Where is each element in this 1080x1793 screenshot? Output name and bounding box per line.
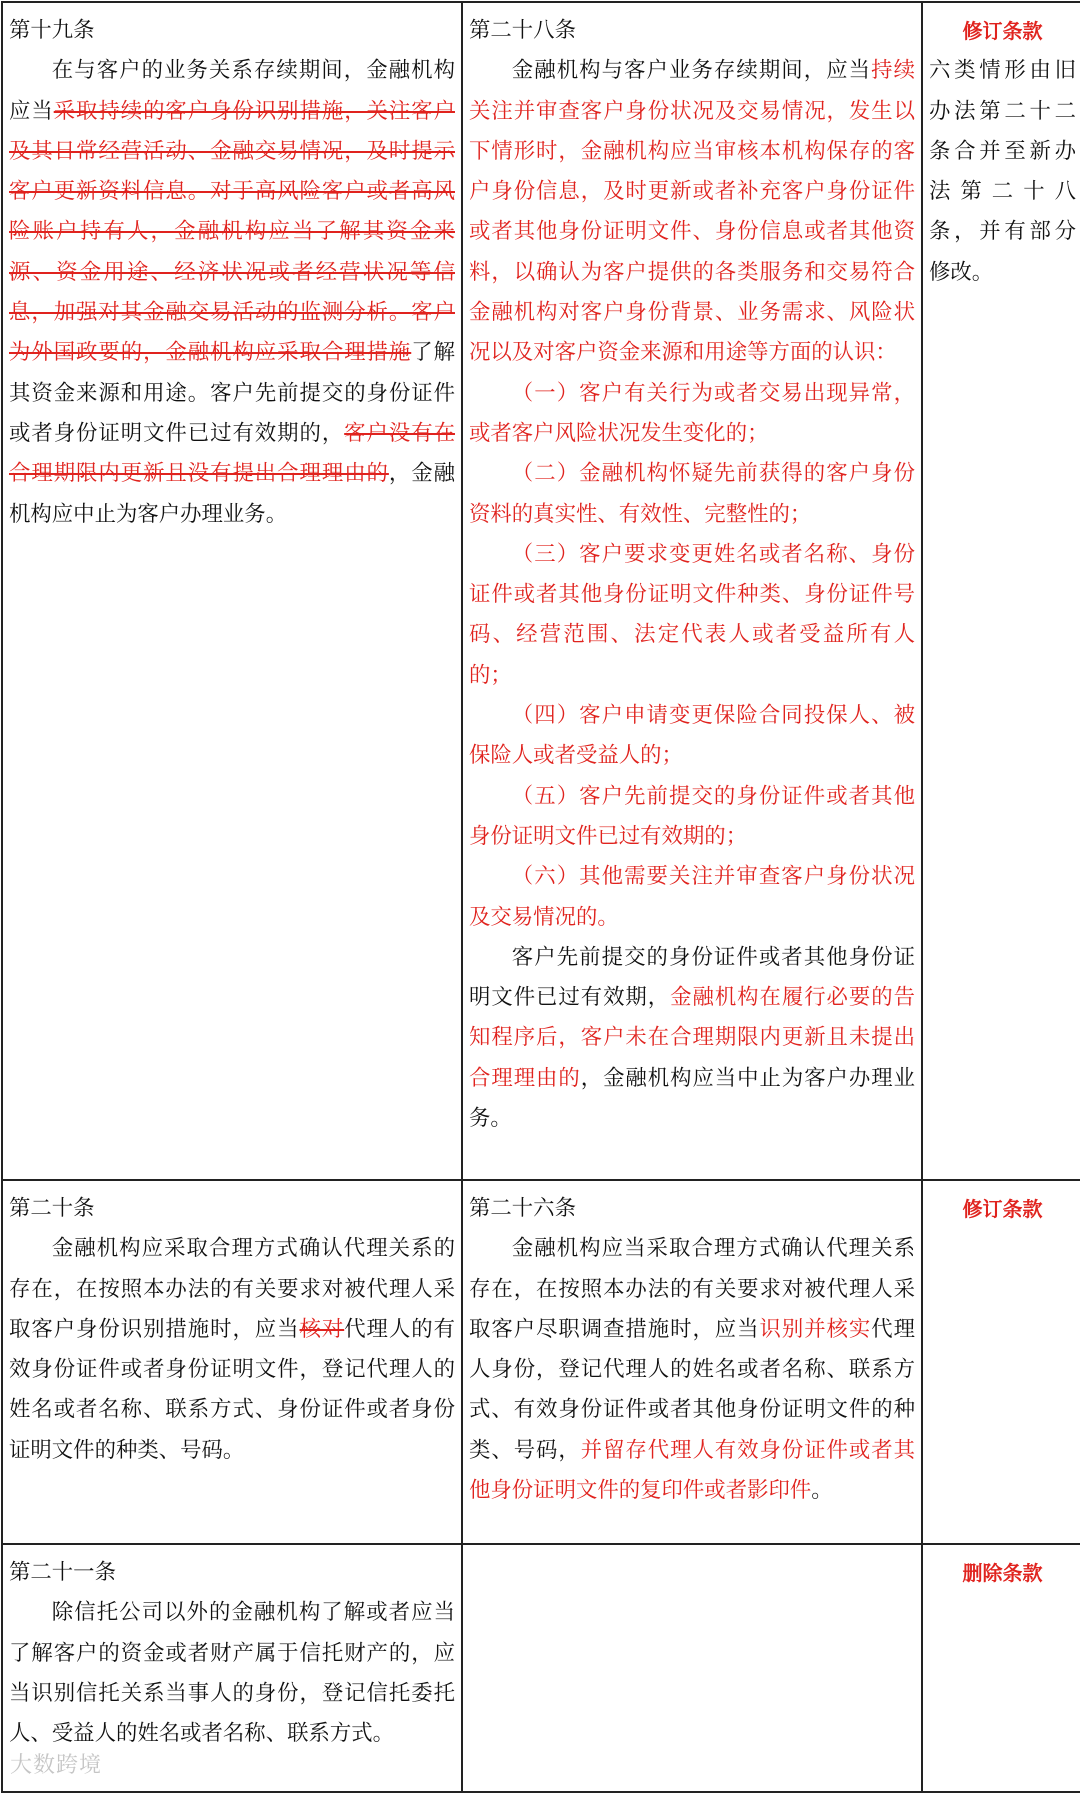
new-article-text — [469, 51, 915, 1139]
added-text: （四）客户申请变更保险合同投保人、被保险人或者受益人的； — [469, 703, 915, 769]
deleted-text: 核对 — [299, 1316, 345, 1342]
old-article-title: 第二十条 — [9, 1196, 95, 1221]
new-article-cell — [462, 1180, 922, 1544]
new-article-cell — [462, 1544, 922, 1792]
added-text: （二）金融机构怀疑先前获得的客户身份资料的真实性、有效性、完整性的； — [469, 461, 915, 527]
new-article-title: 第二十六条 — [469, 1196, 576, 1221]
comparison-table — [1, 1, 1080, 1793]
added-text: 并留存代理人有效身份证件或者其他身份证明文件的复印件或者影印件 — [469, 1437, 915, 1504]
status-badge: 删除条款 — [962, 1561, 1043, 1585]
article-paragraph — [469, 938, 915, 1139]
new-article-cell — [462, 2, 922, 1180]
body-text: 在与客户的业务关系存续期间，金融机构应当 — [9, 58, 455, 124]
article-paragraph — [469, 535, 915, 696]
old-article-text — [9, 51, 455, 535]
new-article-title: 第二十八条 — [469, 18, 576, 43]
added-text: 识别并核实 — [759, 1316, 872, 1342]
deleted-text: 采取持续的客户身份识别措施，关注客户及其日常经营活动、金融交易情况，及时提示客户更新资料信息。对于高风险客户或者高风险账户持有人，金融机构应当了解其资金来源、资金用途、经济状况或者经营状况等信息，加强对其金融交易活动的监测分析。客户为外国政要的，金融机构应采取合理措施 — [9, 98, 455, 366]
old-article-title: 第二十一条 — [9, 1560, 116, 1585]
added-text: （五）客户先前提交的身份证件或者其他身份证明文件已过有效期的； — [469, 783, 915, 849]
old-article-cell — [2, 2, 462, 1180]
added-text: 持续关注并审查客户身份状况及交易情况，发生以下情形时，金融机构应当审核本机构保存的客户身份信息，及时更新或者补充客户身份证件或者其他身份证明文件、身份信息或者其他资料，以确认为客户提供的各类服务和交易符合金融机构对客户身份背景、业务需求、风险状况以及对客户资金来源和用途等方面的认识： — [469, 58, 915, 366]
body-text: 金融机构与客户业务存续期间，应当 — [511, 58, 872, 84]
body-text: 。 — [811, 1478, 833, 1504]
table-row — [2, 1180, 1080, 1544]
added-text: （三）客户要求变更姓名或者名称、身份证件或者其他身份证明文件种类、身份证件号码、经营范围、法定代表人或者受益所有人的； — [469, 541, 915, 688]
article-paragraph — [469, 1229, 915, 1511]
old-article-text — [9, 1593, 455, 1754]
status-cell — [922, 2, 1080, 1180]
added-text: （一）客户有关行为或者交易出现异常，或者客户风险状况发生变化的； — [469, 380, 915, 446]
status-cell — [922, 1544, 1080, 1792]
body-text: 金融机构应采取合理方式确认代理关系的存在，在按照本办法的有关要求对被代理人采取客户身份识别措施时，应当 — [9, 1236, 455, 1342]
old-article-text — [9, 1229, 455, 1471]
body-text: 代理人身份，登记代理人的姓名或者名称、联系方式、有效身份证件或者其他身份证明文件的种类、号码， — [469, 1316, 915, 1463]
article-paragraph — [469, 51, 915, 373]
added-text: （六）其他需要关注并审查客户身份状况及交易情况的。 — [469, 864, 915, 930]
article-paragraph — [469, 696, 915, 777]
article-paragraph — [469, 777, 915, 858]
old-article-title: 第十九条 — [9, 18, 95, 43]
body-text: 了解其资金来源和用途。客户先前提交的身份证件或者身份证明文件已过有效期的， — [9, 340, 455, 446]
added-text: 金融机构在履行必要的告知程序后，客户未在合理期限内更新且未提出合理理由的 — [469, 985, 915, 1091]
status-cell — [922, 1180, 1080, 1544]
body-text: 代理人的有效身份证件或者身份证明文件，登记代理人的姓名或者名称、联系方式、身份证件或者身份证明文件的种类、号码。 — [9, 1316, 455, 1463]
body-text: 金融机构应当采取合理方式确认代理关系存在，在按照本办法的有关要求对被代理人采取客户尽职调查措施时，应当 — [469, 1236, 915, 1342]
table-row — [2, 1544, 1080, 1792]
body-text: ，金融机构应中止为客户办理业务。 — [9, 461, 455, 527]
status-badge: 修订条款 — [962, 19, 1043, 43]
status-badge: 修订条款 — [962, 1197, 1043, 1221]
body-text: 客户先前提交的身份证件或者其他身份证明文件已过有效期， — [469, 944, 915, 1011]
article-paragraph — [469, 454, 915, 535]
article-paragraph — [469, 857, 915, 938]
body-text: 除信托公司以外的金融机构了解或者应当了解客户的资金或者财产属于信托财产的，应当识别信托关系当事人的身份，登记信托委托人、受益人的姓名或者名称、联系方式。 — [9, 1600, 455, 1747]
body-text: ，金融机构应当中止为客户办理业务。 — [469, 1065, 915, 1132]
deleted-text: 客户没有在合理期限内更新且没有提出合理理由的 — [9, 420, 455, 487]
watermark-logo: 大数跨境 — [10, 1753, 103, 1778]
old-article-cell — [2, 1180, 462, 1544]
new-article-text — [469, 1229, 915, 1511]
article-paragraph — [469, 374, 915, 455]
table-row — [2, 2, 1080, 1180]
change-note: 六类情形由旧办法第二十二条合并至新办法第二十八条，并有部分修改。 — [929, 58, 1076, 285]
